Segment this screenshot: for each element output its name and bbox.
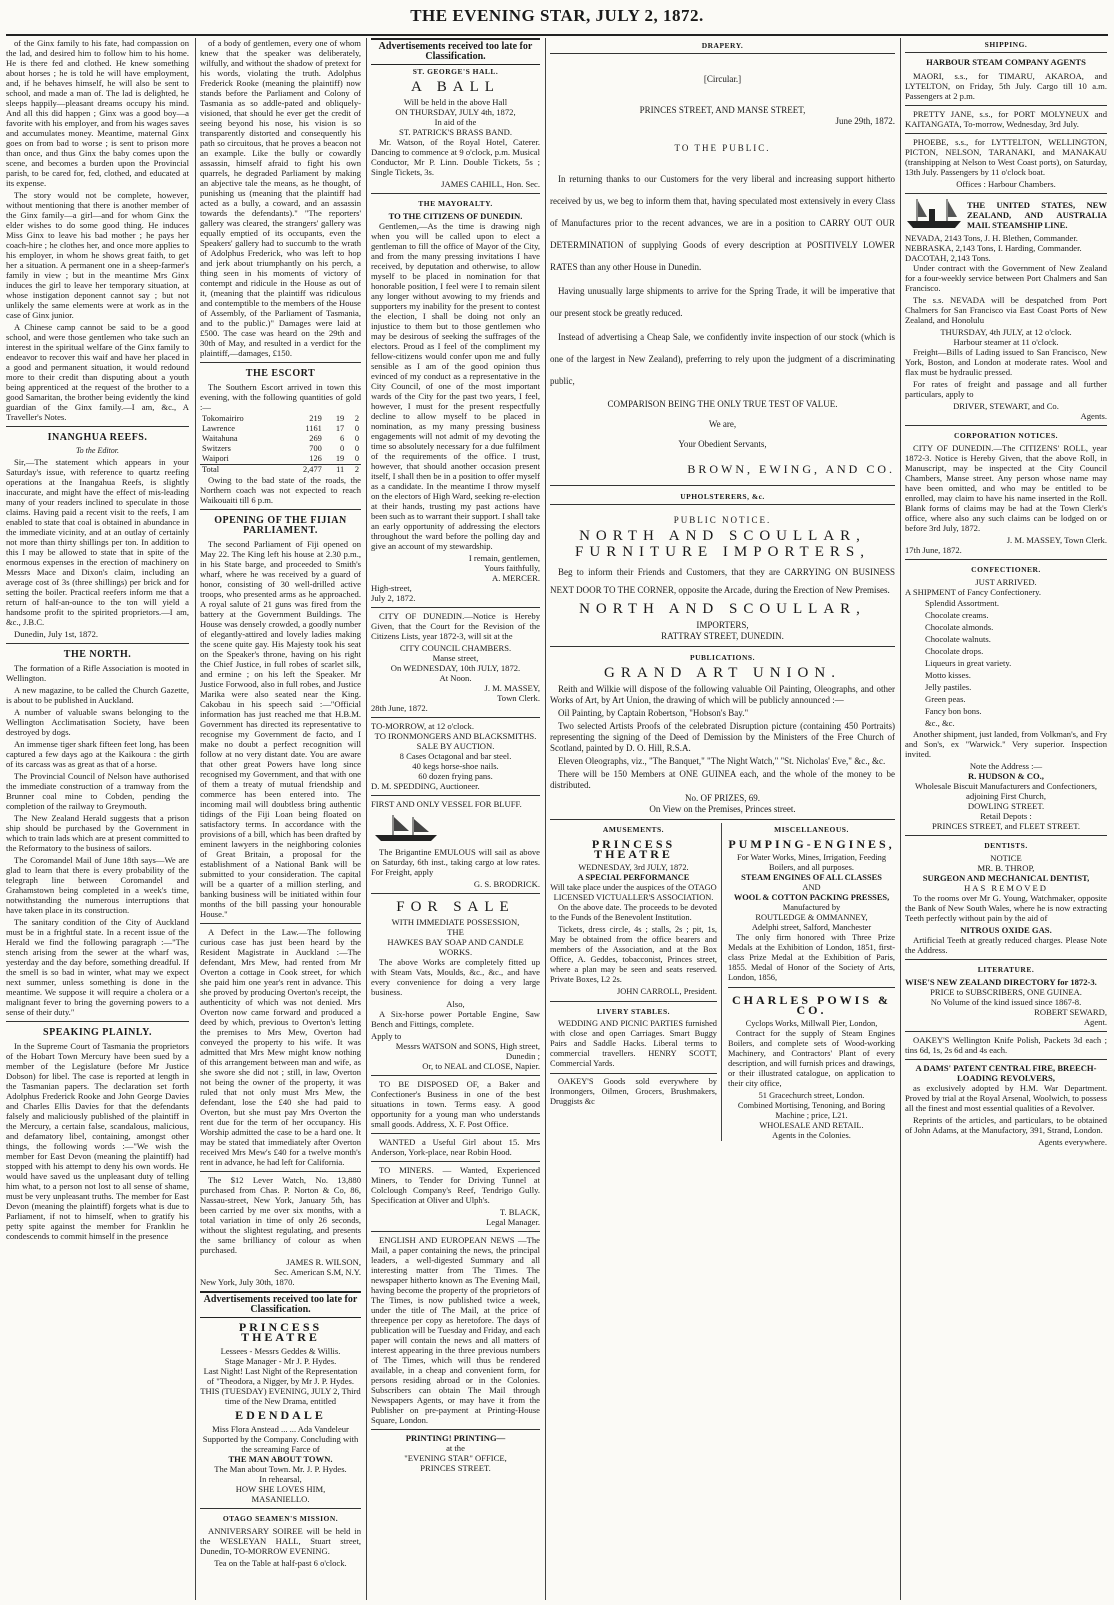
paragraph: Oil Painting, by Captain Robertson, "Hobson's Bay."	[558, 708, 749, 718]
paragraph: Reprints of the articles, and particulars, to be obtained of John Adams, at the Manufactory, 391, Strand, London.	[905, 1115, 1107, 1135]
gold-place: Switzers	[202, 444, 231, 453]
confectionery-list	[905, 597, 1107, 729]
paragraph: On the above date. The proceeds to be devoted to the Funds of the Benevolent Institution.	[550, 903, 717, 922]
advert-title: THE UNITED STATES, NEW ZEALAND, AND AUSTRALIA MAIL STEAMSHIP LINE.	[967, 200, 1107, 230]
list-item: Chocolate walnuts.	[925, 634, 991, 644]
advert-line: Also,	[446, 999, 465, 1009]
advert-line: PRICE to SUBSCRIBERS, ONE GUINEA.	[930, 987, 1082, 997]
signature: J. M. MASSEY,	[484, 683, 540, 693]
advert-line: A Six-horse power Portable Engine, Saw Bench and Fittings, complete.	[371, 1009, 540, 1029]
dateline: 28th June, 1872.	[371, 703, 428, 713]
advert-line: Retail Depots :	[980, 811, 1032, 821]
signature: A. MERCER.	[492, 573, 540, 583]
gold-row	[200, 414, 361, 424]
paragraph: Artificial Teeth at greatly reduced charges. Please Note the Address.	[905, 935, 1107, 955]
list-item: Splendid Assortment.	[925, 598, 1000, 608]
advert-line: THE	[447, 927, 464, 937]
list-item: Green peas.	[925, 694, 966, 704]
column-5	[905, 38, 1107, 1598]
advert-line: Will take place under the auspices of the OTAGO LICENSED VICTUALLER'S ASSOCIATION.	[550, 883, 717, 902]
amusements-block	[550, 823, 722, 1141]
advert-line: AND	[802, 883, 821, 892]
advert-line: ROUTLEDGE & OMMANNEY,	[755, 913, 868, 922]
paragraph: Having unusually large shipments to arrive for the Spring Trade, it will be imperative that our present stock be greatly reduced.	[550, 286, 895, 318]
list-item: Chocolate drops.	[925, 646, 984, 656]
paragraph: For rates of freight and passage and all further particulars, apply to	[905, 379, 1107, 399]
advert-line: No. OF PRIZES, 69.	[684, 793, 760, 803]
paragraph: Freight—Bills of Lading issued to San Francisco, New York, Boston, and London at moderate rates. Wool and flax must be hydraulic pressed.	[905, 347, 1107, 377]
dateline: 17th June, 1872.	[905, 545, 962, 555]
advert-line: MR. B. THROP,	[977, 863, 1035, 873]
advert-title: NORTH AND SCOULLAR,	[579, 601, 866, 617]
advert-line: TO MINERS. — Wanted, Experienced Miners, to Tender for Driving Tunnel at Colclough Company's Reef, Tendrigo Gully. Specification at Oliver and Ulph's.	[371, 1165, 540, 1205]
dateline: July 2, 1872.	[371, 593, 416, 603]
paragraph: Under contract with the Government of New Zealand for a four-weekly service between Port Chalmers and San Francisco.	[905, 263, 1107, 293]
advert-line: Supported by the Company. Concluding with the screaming Farce of	[202, 1434, 359, 1454]
advert-title: R. HUDSON & CO.,	[968, 771, 1044, 781]
gold-place: Total	[200, 465, 283, 476]
advert-line: WEDNESDAY, 3rd JULY, 1872.	[578, 863, 689, 872]
advert-line: DOWLING STREET.	[967, 801, 1045, 811]
signature: DRIVER, STEWART, and Co.	[953, 401, 1059, 411]
advert-line: NEBRASKA, 2,143 Tons, I. Harding, Commander.	[905, 243, 1082, 253]
signature-title: Sec. American S.M, N.Y.	[274, 1267, 361, 1277]
paragraph: In the Supreme Court of Tasmania the proprietors of the Hobart Town Mercury have been sued by a member of the Legislature (before Mr Justice Dobson) for libel. The case is reported at length in the Tasmanian papers. The declaration set forth Adolphus Frederick Rooke and John George Davies and Charles Ellis Davies for that the defendants falsely and maliciously published of the plaintiff in the Mercury, a certain false, scandalous, malicious, and defamatory libel, containing, amongst other things, the following words :—"We wish the member for East Devon (meaning the plaintiff) had stopped with his attempt to deny his own words. He would have saved us the unpleasant duty of telling him what, to a person not lost to all sense of shame, must be very unpleasant truths. The member for East Devon (meaning the plaintiff) forgets what is due to Parliament, if not to himself, when to gratify his petty spite against the member for Franklin he condescends to commit himself in the presence	[6, 1041, 189, 1241]
advert-line: DACOTAH, 2,143 Tons.	[905, 253, 991, 263]
list-item: Jelly pastiles.	[925, 682, 972, 692]
gold-amount: 2	[346, 465, 361, 476]
advert-line: Agents in the Colonies.	[772, 1131, 851, 1140]
paragraph: as exclusively adopted by H.M. War Department. Proved by trial at the Royal Arsenal, Woolwich, to possess all the finest and most essential qualities of a Revolver.	[905, 1083, 1107, 1113]
advert-line: Lessees - Messrs Geddes & Willis.	[220, 1346, 341, 1356]
advert-title: TO THE CITIZENS OF DUNEDIN.	[388, 211, 523, 221]
dateline: Dunedin, July 1st, 1872.	[14, 629, 99, 639]
advert-line: "EVENING STAR" OFFICE,	[404, 1453, 507, 1463]
paragraph: Gentlemen,—As the time is drawing nigh when you will be called upon to elect a gentleman to fill the office of Mayor of the City, and from the many pressing invitations I have received, by deputation and otherwise, to allow myself to be placed in nomination for that honorable position, I feel were I to remain silent any longer without avowing to my friends and supporters my inability for the present to contest the election, I shall be doing not only an injustice to them but to those gentlemen who may be desirous of seeking the suffrages of the electors. Proud as I feel of the compliment my fellow-citizens would confer upon me and fully sensible as I am of the good opinion thus evinced of my conduct as a representative in the City Council, of one of the most important wards of the City for the past two years, I feel, however, I must for the present respectfully decline to allow myself to be placed in nomination, as my many pressing business engagements will not admit of my devoting the time so absolutely necessary for a due fulfilment of the requirements of the office. I trust, however, that should another occasion present itself, I shall then be in a position to offer myself as a candidate. In the meantime I throw myself on the electors of High Ward, seeking re-election at their hands, trusting my past actions have been such as to warrant their support. I shall take an early opportunity of addressing the electors throughout the ward before the polling day and give an account of my stewardship.	[371, 221, 540, 551]
advert-line: HOW SHE LOVES HIM,	[235, 1484, 326, 1494]
article-heading: THE ESCORT	[245, 368, 316, 379]
advert-line: The above Works are completely fitted up with Steam Vats, Moulds, &c., &c., and have every convenience for doing a very large business.	[371, 957, 540, 997]
signature: JAMES R. WILSON,	[286, 1257, 361, 1267]
paragraph: In returning thanks to our Customers for the very liberal and increasing support hitherto received by us, we beg to inform them that, having speculated most extensively in every Class of Manufactures prior to the recent advances, we are in a position to CARRY OUT OUR DETERMINATION of supplying Goods of every description at POSITIVELY LOWER RATES than any other House in Dunedin.	[550, 174, 895, 272]
column-4	[550, 38, 895, 1598]
gold-amount: 19	[335, 414, 345, 423]
gold-row	[200, 444, 361, 454]
gold-row	[200, 434, 361, 444]
paragraph: The $12 Lever Watch, No. 13,880 purchased from Chas. P. Norton & Co, 86, Nassau-street, New York, January 5th, has been carried by me over six months, with a total variation in time of only 26 seconds, without the slightest regulating, and presents the same brilliancy of colour as when purchased.	[200, 1175, 361, 1255]
advert-line: No Volume of the kind issued since 1867-8.	[930, 997, 1082, 1007]
signature-title: Agent.	[1083, 1017, 1107, 1027]
advert-title: HARBOUR STEAM COMPANY AGENTS	[926, 57, 1086, 67]
paragraph: Reith and Wilkie will dispose of the following valuable Oil Painting, Oleographs, and other Works of Art, by Art Union, the drawing of which will be publicly announced :—	[550, 684, 895, 705]
advert-line: at the	[446, 1443, 465, 1453]
article-heading: THE NORTH.	[63, 649, 132, 660]
section-heading: CORPORATION NOTICES.	[953, 431, 1059, 440]
advert-line: At Noon.	[439, 673, 472, 683]
paragraph: Instead of advertising a Cheap Sale, we confidently invite inspection of our stock (which is one of the largest in New Zealand), preferring to rely upon the judgment of a discriminating public,	[550, 332, 895, 386]
column-divider	[545, 38, 546, 1600]
paragraph: An immense tiger shark fifteen feet long, has been captured a few days ago at the Kaikoura : the girth of its carcass was as great as that of a horse.	[6, 739, 189, 769]
advert-line: STEAM ENGINES OF ALL CLASSES	[741, 873, 882, 882]
signature: JOHN CARROLL, President.	[616, 987, 717, 996]
gold-place: Waipori	[202, 454, 229, 463]
paragraph: A Defect in the Law.—The following curious case has just been heard by the Resident Magistrate in Auckland :—The defendant, Mrs Mew, had rented from Mr Overton a cottage in Cook street, for which she paid him one year's rent in advance. This she proved by producing Overton's receipt, the authenticity of which was not denied. Mrs Overton now came forward and produced a deed by which, previous to Overton's letting the premises to Mrs Mew, Overton had conveyed the property to his wife. It was admitted that Mrs Mew might know nothing of this arrangement between man and wife, as she swore she did not ; still, in law, Overton not being the owner of the property, it was ruled that not only must Mrs Mew, the defendant, lose the £40 she had paid to Overton, but she must pay Mrs Overton the rent due for the term of her occupancy. His Worship admitted the case to be a hard one. It may be stated that immediately after Overton received Mrs Mew's £40 for a twelve month's rent in advance, he had left for California.	[200, 927, 361, 1167]
advert-title: ST. GEORGE'S HALL.	[412, 67, 499, 76]
advert-line: A SHIPMENT of Fancy Confectionery.	[905, 587, 1042, 597]
advert-line: ON THURSDAY, JULY 4th, 1872,	[395, 107, 516, 117]
column-divider	[366, 38, 367, 1600]
column-divider	[900, 38, 901, 1600]
advert-line: SALE BY AUCTION.	[416, 741, 495, 751]
advert-line: WOOL & COTTON PACKING PRESSES,	[733, 893, 890, 902]
column-1	[6, 38, 189, 1598]
advert-line: COMPARISON BEING THE ONLY TRUE TEST OF VALUE.	[607, 399, 838, 409]
dateline: June 29th, 1872.	[835, 116, 895, 126]
advert-line: 51 Gracechurch street, London.	[758, 1091, 865, 1100]
paragraph: CITY OF DUNEDIN.—Notice is Hereby Given, that the Court for the Revision of the Citizens Lists, year 1872-3, will sit at the	[371, 611, 540, 641]
advert-line: THIS (TUESDAY) EVENING, JULY 2, Third time of the New Drama, entitled	[200, 1386, 361, 1406]
paragraph: Two selected Artists Proofs of the celebrated Disruption picture (containing 450 Portraits) representing the signing of the Deed of Demission by the Ministers of the Free Church of Scotland, painted by D. O. Hill, R.S.A.	[550, 721, 895, 753]
section-heading: UPHOLSTERERS, &c.	[680, 492, 765, 501]
paragraph: The s.s. NEVADA will be despatched from Port Chalmers for San Francisco via East Coast Ports of New Zealand, and Honolulu	[905, 295, 1107, 325]
advert-line: Will be held in the above Hall	[403, 97, 508, 107]
paragraph: Owing to the bad state of the roads, the Northern coach was not expected to reach Waikouaiti till 6 p.m.	[200, 475, 361, 505]
top-rule	[6, 34, 1108, 36]
advert-line: Manse street,	[432, 653, 479, 663]
advert-line: PRINCES STREET, and FLEET STREET.	[931, 821, 1080, 831]
article-heading: INANGHUA REEFS.	[47, 432, 148, 443]
signature: ROBERT SEWARD,	[1034, 1007, 1107, 1017]
advert-line: High-street,	[371, 583, 412, 593]
advert-line: THE MAN ABOUT TOWN.	[228, 1454, 333, 1464]
list-item: &c., &c.	[925, 718, 955, 728]
advert-title: GRAND ART UNION.	[604, 665, 841, 681]
paragraph: Contract for the supply of Steam Engines Boilers, and complete sets of Wood-working Machinery, and Contractors' Plant of every description, and will furnish prices and drawings, or their illustrated catalogue, on application to their city office,	[728, 1029, 895, 1088]
advert-title: A DAMS' PATENT CENTRAL FIRE, BREECH-LOADING REVOLVERS,	[915, 1063, 1097, 1083]
section-heading: PUBLICATIONS.	[690, 653, 755, 662]
gold-amount: 2,477	[283, 465, 324, 476]
list-item: Chocolate almonds.	[925, 622, 994, 632]
paragraph: A number of valuable swans belonging to the Wellington Acclimatisation Society, have been destroyed by dogs.	[6, 707, 189, 737]
advert-title: CHARLES POWIS & CO.	[731, 993, 892, 1017]
advert-line: WITH IMMEDIATE POSSESSION,	[391, 917, 520, 927]
advert-title: A BALL	[411, 79, 500, 95]
advert-title: SURGEON AND MECHANICAL DENTIST,	[922, 873, 1090, 883]
steamship-icon	[905, 197, 963, 233]
list-item: Fancy bon bons.	[925, 706, 982, 716]
miscellaneous-block	[728, 823, 895, 1141]
signature: BROWN, EWING, AND CO.	[687, 462, 895, 476]
paragraph: Beg to inform their Friends and Customers, that they are CARRYING ON BUSINESS NEXT DOOR TO THE CORNER, opposite the Arcade, during the Erection of New Premises.	[550, 567, 895, 595]
advert-line: Manufactured by	[782, 903, 841, 912]
advert-line: TO BE DISPOSED OF, a Baker and Confectioner's Business in one of the best situations in town. Terms easy. A good opportunity for a young man who understands small goods. Address, X. F. Post Office.	[371, 1079, 540, 1129]
gold-amount: 700	[309, 444, 322, 453]
ship-icon	[371, 813, 540, 843]
advert-line: We are,	[708, 419, 737, 429]
advert-line: The Man about Town. Mr. J. P. Hydes.	[214, 1464, 347, 1474]
advert-title: THE MAYORALTY.	[418, 199, 493, 208]
paragraph: Sir,—The statement which appears in your Saturday's issue, with reference to quartz reefing operations at the Inangahua Reefs, is slightly inaccurate, and might have the effect of mis-leading many of your readers inclined to speculate in those claims. Having paid a recent visit to the reefs, I am enabled to state that coal is obtained in abundance in the immediate vicinity, and at an outlay of certainly not more than thirty shillings per ton. In addition to this I may be allowed to state that in spite of the enormous expenses in the erection of machinery on Messrs Mace and Dixon's claim, including an average cost of 3s (three shillings) per brick and for setting the boiler. Practical reefers inform me that a return of half-an-ounce to the ton will yield a handsome profit to the spirited proprietors.—I am, &c., J.B.C.	[6, 457, 189, 627]
advert-title: HAWKES BAY SOAP AND CANDLE WORKS.	[387, 937, 524, 957]
advert-title: JUST ARRIVED.	[975, 577, 1037, 587]
advert-line: In rehearsal,	[259, 1474, 302, 1484]
gold-amount: 0	[354, 454, 359, 463]
gold-amount: 6	[340, 434, 345, 443]
section-heading: LIVERY STABLES.	[596, 1007, 671, 1016]
paragraph: PRETTY JANE, s.s., for PORT MOLYNEUX and KAITANGATA, To-morrow, Wednesday, 3rd July.	[905, 109, 1107, 129]
masthead: THE EVENING STAR, JULY 2, 1872.	[410, 6, 704, 25]
advert-section-heading: Advertisements received too late for Classification.	[200, 1291, 361, 1318]
advert-line: A SPECIAL PERFORMANCE	[577, 873, 690, 882]
advert-line: In aid of the	[434, 117, 477, 127]
advert-title: FOR SALE	[396, 899, 515, 915]
column-2	[200, 38, 361, 1598]
paragraph: of the Ginx family to his fate, had compassion on the lad, and desired him to follow him to his home. He is there fed and clothed. He knew something about horses ; he is told he will have employment, and, if he behaves himself, he will also be sent to school, and made a man of. The lad is delighted, he sleeps happily—pleasant dreams occupy his mind. And all this did happen ; Ginx was a good boy—a favorite with his employer, and from his wages saves and accumulates money. Meantime, maternal Ginx goes on from bad to worse ; is sent to prison more than once, and thus Ginx the baby comes upon the scene, and becomes a burden upon the Provincial parish, to be cared for, fed, clothed, and educated at its expense.	[6, 38, 189, 188]
gold-place: Lawrence	[202, 424, 236, 433]
section-heading: LITERATURE.	[977, 965, 1035, 974]
signature: JAMES CAHILL, Hon. Sec.	[441, 179, 540, 189]
paragraph: Another shipment, just landed, from Volkman's, and Fry and Son's, ex "Warwick." Very superior. Inspection invited.	[905, 729, 1107, 759]
advert-line: Stage Manager - Mr J. P. Hydes.	[224, 1356, 337, 1366]
advert-line: On View on the Premises, Princes street.	[649, 804, 796, 814]
dateline: New York, July 30th, 1870.	[200, 1277, 295, 1287]
advert-line: For Water Works, Mines, Irrigation, Feeding Boilers, and all purposes.	[736, 853, 887, 872]
advert-line: HAS REMOVED	[964, 883, 1048, 893]
gold-amount: 219	[309, 414, 322, 423]
gold-amount: 2	[354, 414, 359, 423]
paragraph: WEDDING AND PICNIC PARTIES furnished with close and open Carriages. Smart Buggy Pairs and Saddle Hacks. Liberal terms to commercial travellers. HENRY SCOTT, Commercial Yards.	[550, 1019, 717, 1068]
section-heading: AMUSEMENTS.	[602, 825, 665, 834]
advert-line: NITROUS OXIDE GAS.	[960, 925, 1052, 935]
gold-amount: 19	[335, 454, 345, 463]
paragraph: MAORI, s.s., for TIMARU, AKAROA, and LYTELTON, on Friday, 5th July. Cargo till 10 a.m. Passengers at 2 p.m.	[905, 71, 1107, 101]
section-heading: MISCELLANEOUS.	[774, 825, 849, 834]
gold-total-row	[200, 465, 361, 476]
gold-amount: 17	[335, 424, 345, 433]
paragraph: The sanitary condition of the City of Auckland must be in a frightful state. In a recent issue of the Herald we find the following paragraph :—"The stench arising from the sewer at the wharf was, yesterday and the day before, something dreadful. If the smell is so bad in winter, what may we expect next summer, unless something is done in the meantime. We suppose it will require a cholera or a malignant fever to bring the governing powers to a sense of their duty."	[6, 917, 189, 1017]
advert-line: NOTICE	[990, 853, 1022, 863]
advert-section-heading: Advertisements received too late for Classification.	[371, 38, 540, 65]
paragraph: A new magazine, to be called the Church Gazette, is about to be published in Auckland.	[6, 685, 189, 705]
advert-title: WISE'S NEW ZEALAND DIRECTORY for 1872-3.	[905, 977, 1097, 987]
advert-line: NEVADA, 2143 Tons, J. H. Blethen, Commander.	[905, 233, 1078, 243]
paragraph: To the rooms over Mr G. Young, Watchmaker, opposite the Bank of New South Wales, where he is now extracting Teeth perfectly without pain by the aid of	[905, 893, 1107, 923]
signature-title: Town Clerk.	[497, 693, 540, 703]
paragraph: OAKEY'S Wellington Knife Polish, Packets 3d each ; tins 6d, 1s, 2s 6d and 4s each.	[905, 1035, 1107, 1055]
advert-line: WHOLESALE AND RETAIL.	[759, 1121, 864, 1130]
advert-title: PRINTING! PRINTING—	[405, 1433, 506, 1443]
advert-line: [Circular.]	[703, 74, 742, 84]
advert-line: I remain, gentlemen,	[468, 553, 540, 563]
paragraph: Tickets, dress circle, 4s ; stalls, 2s ; pit, 1s, May be obtained from the office bearers and members of the Association, and at the Box Office, A. Geddes, tobacconist, Princes street, where a plan may be seen and seats reserved. Private Boxes, L2 2s.	[550, 925, 717, 984]
paragraph: The second Parliament of Fiji opened on May 22. The King left his house at 2.30 p.m., in his State barge, and proceeded to Smith's wharf, where he was received by a guard of honor, consisting of 30 well-drilled active troops, who presented arms as he approached. A royal salute of 21 guns was fired from the battery at the Government Buildings. The House was densely crowded, a goodly number of elegantly-attired and lovely ladies making the scene quite gay. His Majesty took his seat on the Speaker's throne, having on his right the Chief Justice, in full robes of scarlet silk, and ermine ; on his left the Speaker. Mr Justice Forwood, also in full robes, and Justice Marika were also seated near the King. Cakobau in his speech said :—"Official information has just reached me that H.B.M. Government has directed its representative to recognise my Government de facto, and I make no doubt a perfect recognition will follow at no very distant date. You are aware that other great Powers have long since recognised my Government, and that with one of them a treaty of mutual friendship and commerce has been entered into. The incoming mail will doubtless bring authentic tidings of the Fiji Loan being floated on satisfactory terms. In accordance with the provisions of a bill, which has been drafted by eminent lawyers in the neighboring colonies of Great Britain, a proposal for the establishment of a National Bank will be submitted to your consideration. The capital will be a quarter of a million sterling, and banking business will be initiated within four months of the bill passing your honourable House."	[200, 539, 361, 919]
list-item: Motto kisses.	[925, 670, 971, 680]
signature: J. M. MASSEY, Town Clerk.	[1006, 535, 1107, 545]
advert-title: NORTH AND SCOULLAR,	[579, 528, 866, 544]
signature: G. S. BRODRICK.	[473, 879, 540, 889]
advert-line: On WEDNESDAY, 10th JULY, 1872.	[390, 663, 521, 673]
advert-line: RATTRAY STREET, DUNEDIN.	[661, 631, 784, 641]
paragraph: Eleven Oleographs, viz., "The Banquet," "The Night Watch," "St. Nicholas' Eve," &c., &c.	[558, 756, 886, 766]
paragraph: The Coromandel Mail of June 18th says—We are glad to learn that there is every probability of the telegraph line between Coromandel and Grahamstown being completed in a week's time, notwithstanding the numerous interruptions that have taken place in its construction.	[6, 855, 189, 915]
gold-amount: 0	[340, 444, 345, 453]
advert-line: WANTED a Useful Girl about 15. Mrs Anderson, York-place, near Robin Hood.	[371, 1137, 540, 1157]
paragraph: PHOEBE, s.s., for LYTTELTON, WELLINGTON, PICTON, NELSON, TARANAKI, and MANAKAU (transhipping at Nelson to West Coast ports), on Saturday, 13th July. Passengers by 11 o'clock boat.	[905, 137, 1107, 177]
advert-line: ENGLISH AND EUROPEAN NEWS —The Mail, a paper containing the news, the principal leaders, a well-digested Summary and all interesting matter from The Times. The newspaper hitherto known as The Evening Mail, having become the property of the proprietors of The Times, is now published twice a week, under the title of The Mail, at the price of threepence per copy as heretofore. The days of publication will be Tuesday and Friday, and each paper will contain the news and all matters of interest appearing in the three previous numbers of The Times, which will thus be rendered available, in a cheap and convenient form, for persons residing abroad or in the Colonies. Subscribers can obtain The Mail through Newspapers Agents, or may have it from the Publisher on pre-payment at Printing-House Square, London.	[371, 1235, 540, 1425]
gold-place: Waitahuna	[202, 434, 238, 443]
gold-place: Tokomairiro	[202, 414, 244, 423]
list-item: Liqueurs in great variety.	[925, 658, 1012, 668]
advert-line: CITY COUNCIL CHAMBERS.	[399, 643, 512, 653]
section-heading: SHIPPING.	[984, 40, 1028, 49]
gold-table	[200, 414, 361, 475]
advert-line: Last Night! Last Night of the Representation of "Theodora, a Nigger, by Mr J. P. Hydes.	[203, 1366, 358, 1386]
advert-line: PRINCES STREET, AND MANSE STREET,	[639, 105, 806, 115]
advert-line: 40 kegs horse-shoe nails.	[412, 761, 499, 771]
advert-line: Apply to	[371, 1031, 402, 1041]
advert-line: THURSDAY, 4th JULY, at 12 o'clock.	[940, 327, 1072, 337]
advert-line: Adelphi street, Salford, Manchester	[751, 923, 872, 932]
advert-line: 60 dozen frying pans.	[418, 771, 493, 781]
signature: T. BLACK,	[499, 1207, 540, 1217]
advert-line: Combined Mortising, Tenoning, and Boring Machine ; price, L21.	[737, 1101, 886, 1120]
gold-amount: 11	[324, 465, 346, 476]
advert-line: IMPORTERS,	[696, 620, 749, 630]
paragraph: The Southern Escort arrived in town this evening, with the following quantities of gold :—	[200, 382, 361, 412]
advert-title: FIRST AND ONLY VESSEL FOR BLUFF.	[371, 799, 522, 809]
gold-amount: 0	[354, 444, 359, 453]
advert-line: Wholesale Biscuit Manufacturers and Confectioners, adjoining First Church,	[914, 781, 1098, 801]
advert-line: Messrs WATSON and SONS, High street, Dunedin ;	[395, 1041, 540, 1061]
paragraph: The formation of a Rifle Association is mooted in Wellington.	[6, 663, 189, 683]
list-item: Chocolate creams.	[925, 610, 989, 620]
advert-line: Tea on the Table at half-past 6 o'clock.	[214, 1558, 347, 1568]
advert-line: ST. PATRICK'S BRASS BAND.	[398, 127, 513, 137]
advert-line: MASANIELLO.	[251, 1494, 310, 1504]
advert-title: FURNITURE IMPORTERS,	[575, 544, 870, 560]
paragraph: of a body of gentlemen, every one of whom knew that the speaker was deliberately, wilfully, and without the shadow of pretext for his words, violating the truth. Adolphus Frederick Rooke (meaning the plaintiff) now stands before the Parliament and Colony of Tasmania as so addle-pated and obliquely-visioned, that should he ever get the credit of seeing beyond his nose, his vision is so transparently distorted and consequently his path so circuitous, that he proves a beacon not an example. Like the bully or cowardly assassin, himself afraid to fight his own quarrels, he degraded Parliament by making an abjective tale the means, as he thought, of punishing us (meaning that the plaintiff had acted as a bully, a coward, and an assassin towards the defendants)." "The reporters' gallery was cleared, the strangers' gallery was equally emptied of its occupants, even the Speakers' gallery had to succumb to the wrath of Adolphus Frederick, who was left to hop and jerk about triumphantly on his perch, a thing seen in his moments of victory of contempt and ridicule in the House as out of it, (meaning that the plaintiff was ridiculous and contemptible to the members of the House of Assembly, of the Parliament of Tasmania, and to the public.)" Damages were laid at £500. The case was heard on the 29th and 30th of May, and resulted in a verdict for the plaintiff,—damages, £150.	[200, 38, 361, 358]
signature-title: Legal Manager.	[486, 1217, 540, 1227]
advert-line: Your Obedient Servants,	[678, 439, 767, 449]
advert-title: OTAGO SEAMEN'S MISSION.	[222, 1514, 339, 1523]
paragraph: The story would not be complete, however, without mentioning that there is another member of the Ginx family—a girl—and for whom Ginx the elder wishes to do some good thing. He induces Miss Ginx to leave his bad mother ; he pays her coach-hire ; he clothes her, and once more applies to his employer, in whom he shows great faith, to get her a situation. A permanent one in a sheep-farmer's family in view ; but in the meantime Mrs Ginx induces the girl to leave her temporary situation, at whose instigation deponent cannot say ; but not unlikely the same elements were at work as in the case of Ginx junior.	[6, 190, 189, 320]
paragraph: The only firm honored with Three Prize Medals at the Exhibition of London, 1851, first-class Prize Medal at the Exhibition of Paris, 1855. Medal of Honor of the Society of Arts, London, 1856,	[728, 933, 895, 982]
gold-row	[200, 424, 361, 434]
advert-line: Or, to NEAL and CLOSE, Napier.	[422, 1061, 540, 1071]
advert-line: TO-MORROW, at 12 o'clock.	[371, 721, 474, 731]
advert-title: PRINCESS THEATRE	[238, 1320, 323, 1344]
paragraph: There will be 150 Members at ONE GUINEA each, and the whole of the money to be distributed.	[550, 769, 895, 790]
paragraph: A Chinese camp cannot be said to be a good school, and were those gentlemen who take such an interest in the spiritual welfare of the Ginx family to endeavor to recover this waif and have her placed in a good and permanent situation, it would redound more to their credit than disputing about a youth being apprenticed at the request of the brother to a good Samaritan, the brother being evidently the kind guardian of the Ginx family.—I am, &c., A Traveller's Notes.	[6, 322, 189, 422]
section-heading: CONFECTIONER.	[971, 565, 1041, 574]
paragraph: CITY OF DUNEDIN.—The CITIZENS' ROLL, year 1872-3. Notice is Hereby Given, that the above Roll, in Manuscript, may be inspected at the City Council Chambers, Manse street. Any person whose name may have been omitted, and who may be entitled to be enrolled, may claim to have his name inserted in the Roll. Blank forms of claims may be had at the Town Clerk's office, where also any such claims can be lodged on or before 3rd July, 1872.	[905, 443, 1107, 533]
section-heading: DENTISTS.	[984, 841, 1028, 850]
advert-title: TO IRONMONGERS AND BLACKSMITHS.	[374, 731, 537, 741]
column-3	[371, 38, 540, 1598]
article-subheading: To the Editor.	[75, 446, 120, 455]
signature: D. M. SPEDDING, Auctioneer.	[371, 781, 480, 791]
column-divider	[195, 38, 196, 1600]
paragraph: The Provincial Council of Nelson have authorised the immediate construction of a tramway from the Brunner coal mine to Cobden, pending the completion of the railway to Greymouth.	[6, 771, 189, 811]
gold-amount: 0	[354, 424, 359, 433]
article-heading: OPENING OF THE FIJIAN PARLIAMENT.	[214, 515, 347, 536]
advert-title: PRINCESS THEATRE	[591, 837, 676, 861]
advert-line: Cyclops Works, Millwall Pier, London,	[745, 1019, 878, 1028]
advert-line: Offices : Harbour Chambers.	[956, 179, 1056, 189]
paragraph: OAKEY'S Goods sold everywhere by Ironmongers, Oilmen, Grocers, Brushmakers, Druggists &c	[550, 1077, 717, 1106]
advert-line: Miss Flora Anstead ... ... Ada Vandeleur	[212, 1424, 349, 1434]
gold-amount: 126	[309, 454, 322, 463]
advert-line: ANNIVERSARY SOIREE will be held in the WESLEYAN HALL, Stuart street, Dunedin, TO-MORROW EVENING.	[200, 1526, 361, 1556]
advert-line: Agents everywhere.	[1038, 1137, 1107, 1147]
advert-line: 8 Cases Octagonal and bar steel.	[399, 751, 512, 761]
gold-amount: 0	[354, 434, 359, 443]
gold-amount: 1161	[305, 424, 322, 433]
paragraph: The New Zealand Herald suggests that a prison ship should be purchased by the Government in which to train lads which are at present committed to the Reformatory to the business of sailors.	[6, 813, 189, 853]
advert-line: Mr. Watson, of the Royal Hotel, Caterer. Dancing to commence at 9 o'clock, p.m. Musical Conductor, Mr P. Linn. Double Tickets, 5s ; Single Tickets, 3s.	[371, 137, 540, 177]
advert-title: PUMPING-ENGINES,	[728, 837, 895, 851]
article-heading: SPEAKING PLAINLY.	[43, 1027, 152, 1038]
gold-row	[200, 454, 361, 465]
section-heading: DRAPERY.	[701, 41, 744, 50]
gold-amount: 269	[309, 434, 322, 443]
signature-title: Agents.	[1080, 411, 1107, 421]
advert-line: Harbour steamer at 11 o'clock.	[953, 337, 1059, 347]
advert-title: TO THE PUBLIC.	[674, 143, 771, 153]
advert-line: PRINCES STREET.	[420, 1463, 491, 1473]
advert-line: The Brigantine EMULOUS will sail as above on Saturday, 6th inst., taking cargo at low rates. For Freight, apply	[371, 847, 540, 877]
advert-title: PUBLIC NOTICE.	[673, 515, 772, 525]
advert-line: Yours faithfully,	[484, 563, 540, 573]
advert-title: EDENDALE	[235, 1408, 326, 1422]
advert-line: Note the Address :—	[969, 761, 1043, 771]
